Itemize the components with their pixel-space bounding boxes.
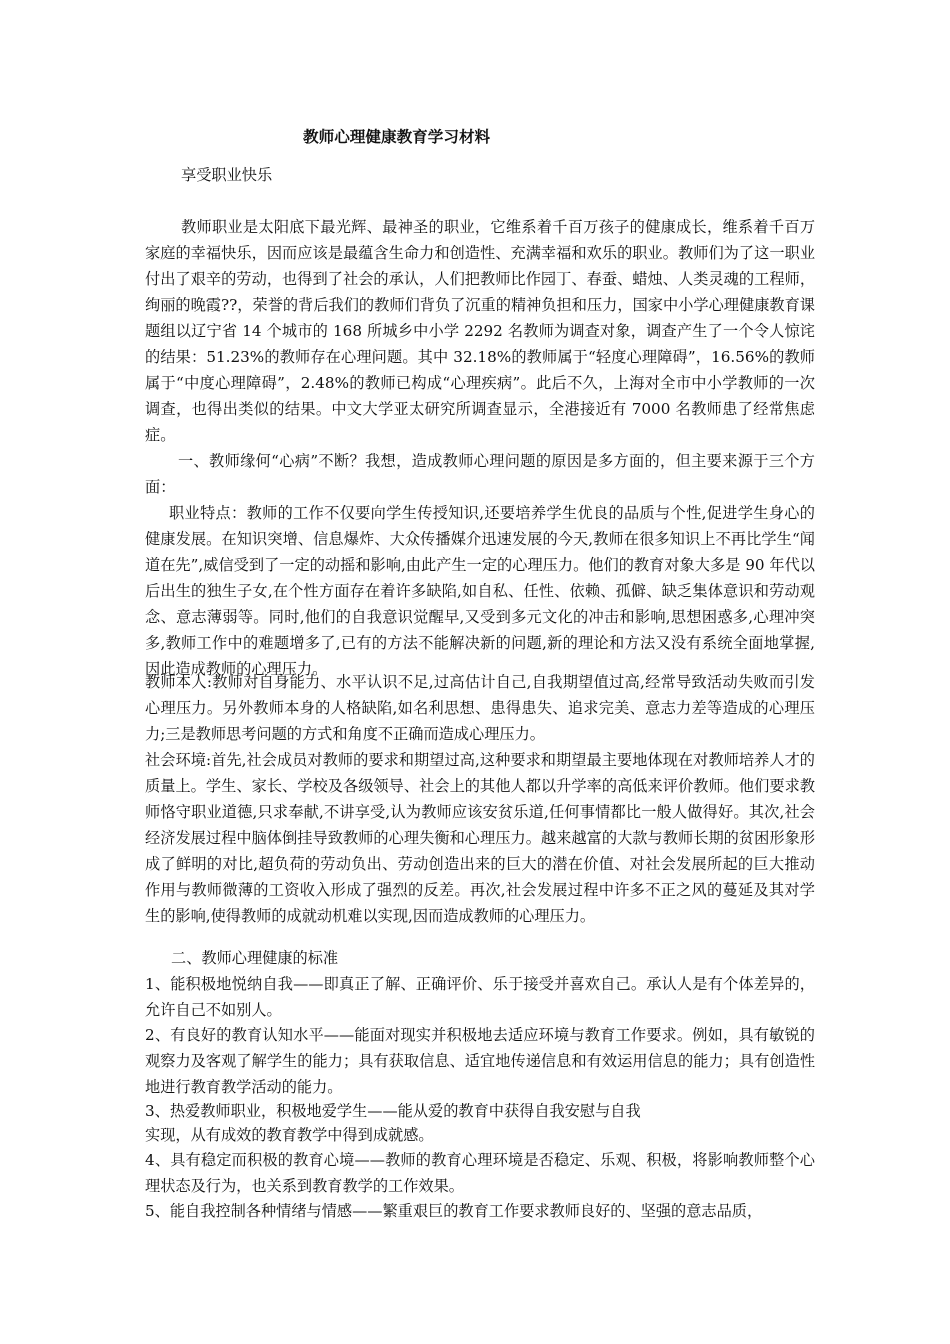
document-subtitle: 享受职业快乐 [181, 166, 273, 184]
standard-item-3-line2: 实现，从有成效的教育教学中得到成就感。 [145, 1126, 434, 1145]
standard-item-4: 4、具有稳定而积极的教育心境——教师的教育心理环境是否稳定、乐观、积极，将影响教师整个心理状态及行为，也关系到教育教学的工作效果。 [145, 1151, 815, 1196]
causes-heading-paragraph: 一、教师缘何“心病”不断？我想，造成教师心理问题的原因是多方面的，但主要来源于三个方面： [145, 452, 815, 497]
standard-item-5: 5、能自我控制各种情绪与情感——繁重艰巨的教育工作要求教师良好的、坚强的意志品质， [145, 1202, 763, 1221]
standard-item-3-line1: 3、热爱教师职业，积极地爱学生——能从爱的教育中获得自我安慰与自我 [145, 1102, 641, 1121]
teacher-self-paragraph: 教师本人:教师对自身能力、水平认识不足,过高估计自己,自我期望值过高,经常导致活动失败而引发心理压力。另外教师本身的人格缺陷,如名利思想、患得患失、追求完美、意志力差等造成的心理压力;三是教师思考问题的方式和角度不正确而造成心理压力。 [145, 673, 815, 744]
standard-item-2: 2、有良好的教育认知水平——能面对现实并积极地去适应环境与教育工作要求。例如，具有敏锐的观察力及客观了解学生的能力；具有获取信息、适宜地传递信息和有效运用信息的能力；具有创造性地进行教育教学活动的能力。 [145, 1026, 815, 1097]
career-traits-paragraph: 职业特点：教师的工作不仅要向学生传授知识,还要培养学生优良的品质与个性,促进学生身心的健康发展。在知识突增、信息爆炸、大众传播媒介迅速发展的今天,教师在很多知识上不再比学生“闻道在先”,威信受到了一定的动摇和影响,由此产生一定的心理压力。他们的教育对象大多是 90 年代以后出生的独生子女,在个性方面存在着许多缺陷,如自私、任性、依赖、孤僻、缺乏集体意识和劳动观念、意志薄弱等。同时,他们的自我意识觉醒早,又受到多元文化的冲击和影响,思想困惑多,心理冲突多,教师工作中的难题增多了,已有的方法不能解决新的问题,新的理论和方法又没有系统全面地掌握,因此造成教师的心理压力。 [145, 504, 815, 679]
standards-heading: 二、教师心理健康的标准 [171, 949, 339, 968]
social-environment-paragraph: 社会环境:首先,社会成员对教师的要求和期望过高,这种要求和期望最主要地体现在对教师培养人才的质量上。学生、家长、学校及各级领导、社会上的其他人都以升学率的高低来评价教师。他们要求教师恪守职业道德,只求奉献,不讲享受,认为教师应该安贫乐道,任何事情都比一般人做得好。其次,社会经济发展过程中脑体倒挂导致教师的心理失衡和心理压力。越来越富的大款与教师长期的贫困形象形成了鲜明的对比,超负荷的劳动负出、劳动创造出来的巨大的潜在价值、对社会发展所起的巨大推动作用与教师微薄的工资收入形成了强烈的反差。再次,社会发展过程中许多不正之风的蔓延及其对学生的影响,使得教师的成就动机难以实现,因而造成教师的心理压力。 [145, 751, 815, 926]
standard-item-1: 1、能积极地悦纳自我——即真正了解、正确评价、乐于接受并喜欢自己。承认人是有个体差异的，允许自己不如别人。 [145, 975, 815, 1020]
document-title: 教师心理健康教育学习材料 [303, 127, 491, 146]
intro-paragraph: 教师职业是太阳底下最光辉、最神圣的职业，它维系着千百万孩子的健康成长，维系着千百万家庭的幸福快乐，因而应该是最蕴含生命力和创造性、充满幸福和欢乐的职业。教师们为了这一职业付出了艰辛的劳动，也得到了社会的承认，人们把教师比作园丁、春蚕、蜡烛、人类灵魂的工程师，绚丽的晚霞??，荣誉的背后我们的教师们背负了沉重的精神负担和压力，国家中小学心理健康教育课题组以辽宁省 14 个城市的 168 所城乡中小学 2292 名教师为调查对象，调查产生了一个令人惊诧的结果：51.23%的教师存在心理问题。其中 32.18%的教师属于“轻度心理障碍”，16.56%的教师属于“中度心理障碍”，2.48%的教师已构成“心理疾病”。此后不久，上海对全市中小学教师的一次调查，也得出类似的结果。中文大学亚太研究所调查显示，全港接近有 7000 名教师患了经常焦虑症。 [145, 218, 815, 445]
